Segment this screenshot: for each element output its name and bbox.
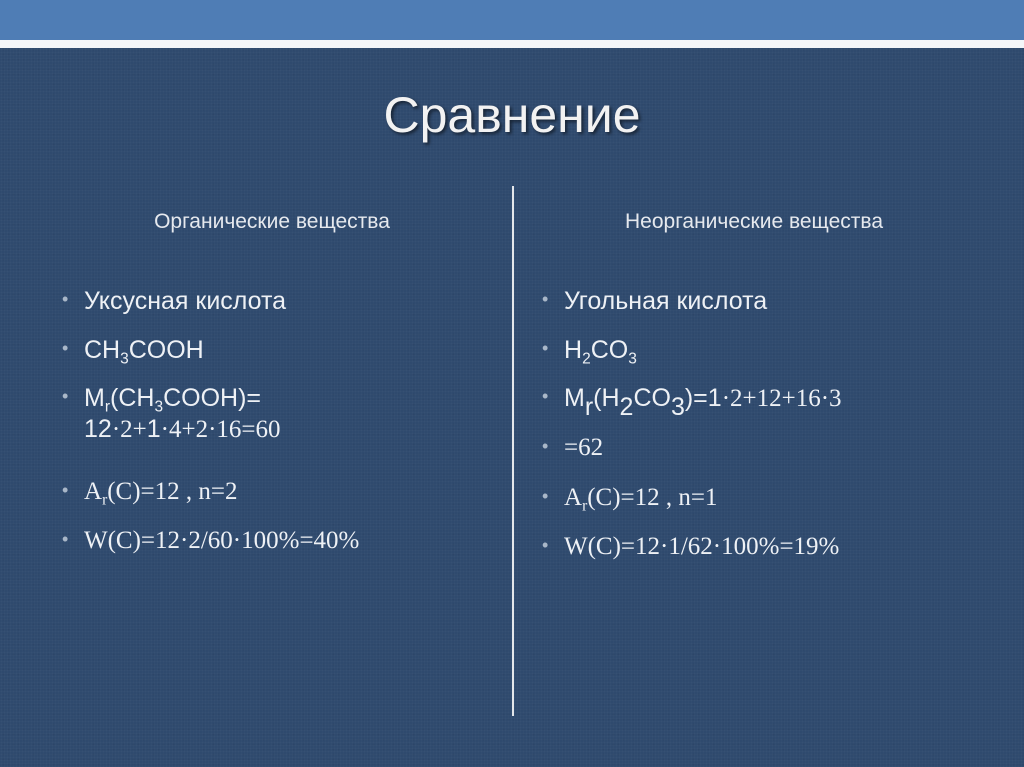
- bullet-icon: •: [62, 289, 69, 309]
- left-item-name: [62, 287, 287, 316]
- left-item-molar-mass: [62, 384, 281, 445]
- bullet-icon: •: [542, 386, 549, 406]
- left-column-heading: Органические вещества: [154, 210, 390, 233]
- ar-part: A: [564, 484, 583, 511]
- mr-part: ·2+12+16·3: [721, 385, 842, 412]
- bullet-icon: •: [542, 486, 549, 506]
- mr-part: ·4+2·16=60: [160, 415, 281, 443]
- mr-subscript: 3: [154, 398, 164, 416]
- mass-fraction: W(C)=12·2/60·100%=40%: [84, 527, 360, 554]
- acid-name: Уксусная кислота: [84, 287, 287, 315]
- formula-subscript: 3: [628, 350, 637, 368]
- molar-mass-result: =62: [564, 434, 604, 461]
- bullet-icon: •: [542, 535, 549, 555]
- right-item-mass-fraction: [542, 533, 840, 562]
- mr-part: M: [84, 384, 105, 412]
- left-item-formula: [62, 336, 204, 368]
- right-item-formula: [542, 336, 637, 368]
- acid-name: Угольная кислота: [564, 287, 768, 315]
- left-item-atomic-mass: [62, 478, 238, 509]
- right-item-name: [542, 287, 768, 316]
- mr-subscript: 2: [619, 392, 634, 421]
- ar-subscript: r: [102, 491, 108, 509]
- mr-part: )=1: [684, 384, 722, 412]
- bullet-icon: •: [542, 289, 549, 309]
- slide-title: Сравнение: [383, 87, 641, 143]
- formula-subscript: 3: [120, 350, 129, 368]
- right-item-atomic-mass: [542, 484, 718, 515]
- column-divider: [512, 186, 514, 716]
- mr-subscript: r: [584, 392, 594, 421]
- mass-fraction: W(C)=12·1/62·100%=19%: [564, 533, 840, 560]
- mr-part: CO: [633, 384, 671, 412]
- ar-part: (C)=12 , n=1: [587, 484, 718, 511]
- mr-part: M: [564, 384, 585, 412]
- formula-part: CO: [590, 336, 629, 364]
- right-item-molar-mass: [542, 384, 842, 421]
- bullet-icon: •: [542, 338, 549, 358]
- formula-part: COOH: [128, 336, 204, 364]
- mr-part: (CH: [110, 384, 155, 412]
- mr-part: ·2+: [111, 415, 147, 443]
- right-item-result: [542, 434, 604, 463]
- bullet-icon: •: [62, 480, 69, 500]
- mr-subscript: 3: [670, 392, 685, 421]
- mr-part: 12: [84, 414, 112, 443]
- mr-part: (H: [593, 384, 620, 412]
- formula-part: CH: [84, 336, 121, 364]
- bullet-icon: •: [62, 338, 69, 358]
- ar-subscript: r: [582, 497, 588, 515]
- ar-part: A: [84, 478, 103, 505]
- ar-part: (C)=12 , n=2: [107, 478, 238, 505]
- mr-part: 1: [146, 414, 161, 443]
- right-column-heading: Неорганические вещества: [625, 210, 883, 233]
- bullet-icon: •: [62, 386, 69, 406]
- formula-part: H: [564, 336, 583, 364]
- bullet-icon: •: [62, 529, 69, 549]
- top-accent-line: [0, 40, 1024, 48]
- formula-subscript: 2: [582, 350, 591, 368]
- mr-part: COOH)=: [163, 384, 261, 412]
- mr-subscript: r: [104, 398, 110, 416]
- left-item-mass-fraction: [62, 527, 360, 556]
- top-accent-bar: [0, 0, 1024, 40]
- bullet-icon: •: [542, 436, 549, 456]
